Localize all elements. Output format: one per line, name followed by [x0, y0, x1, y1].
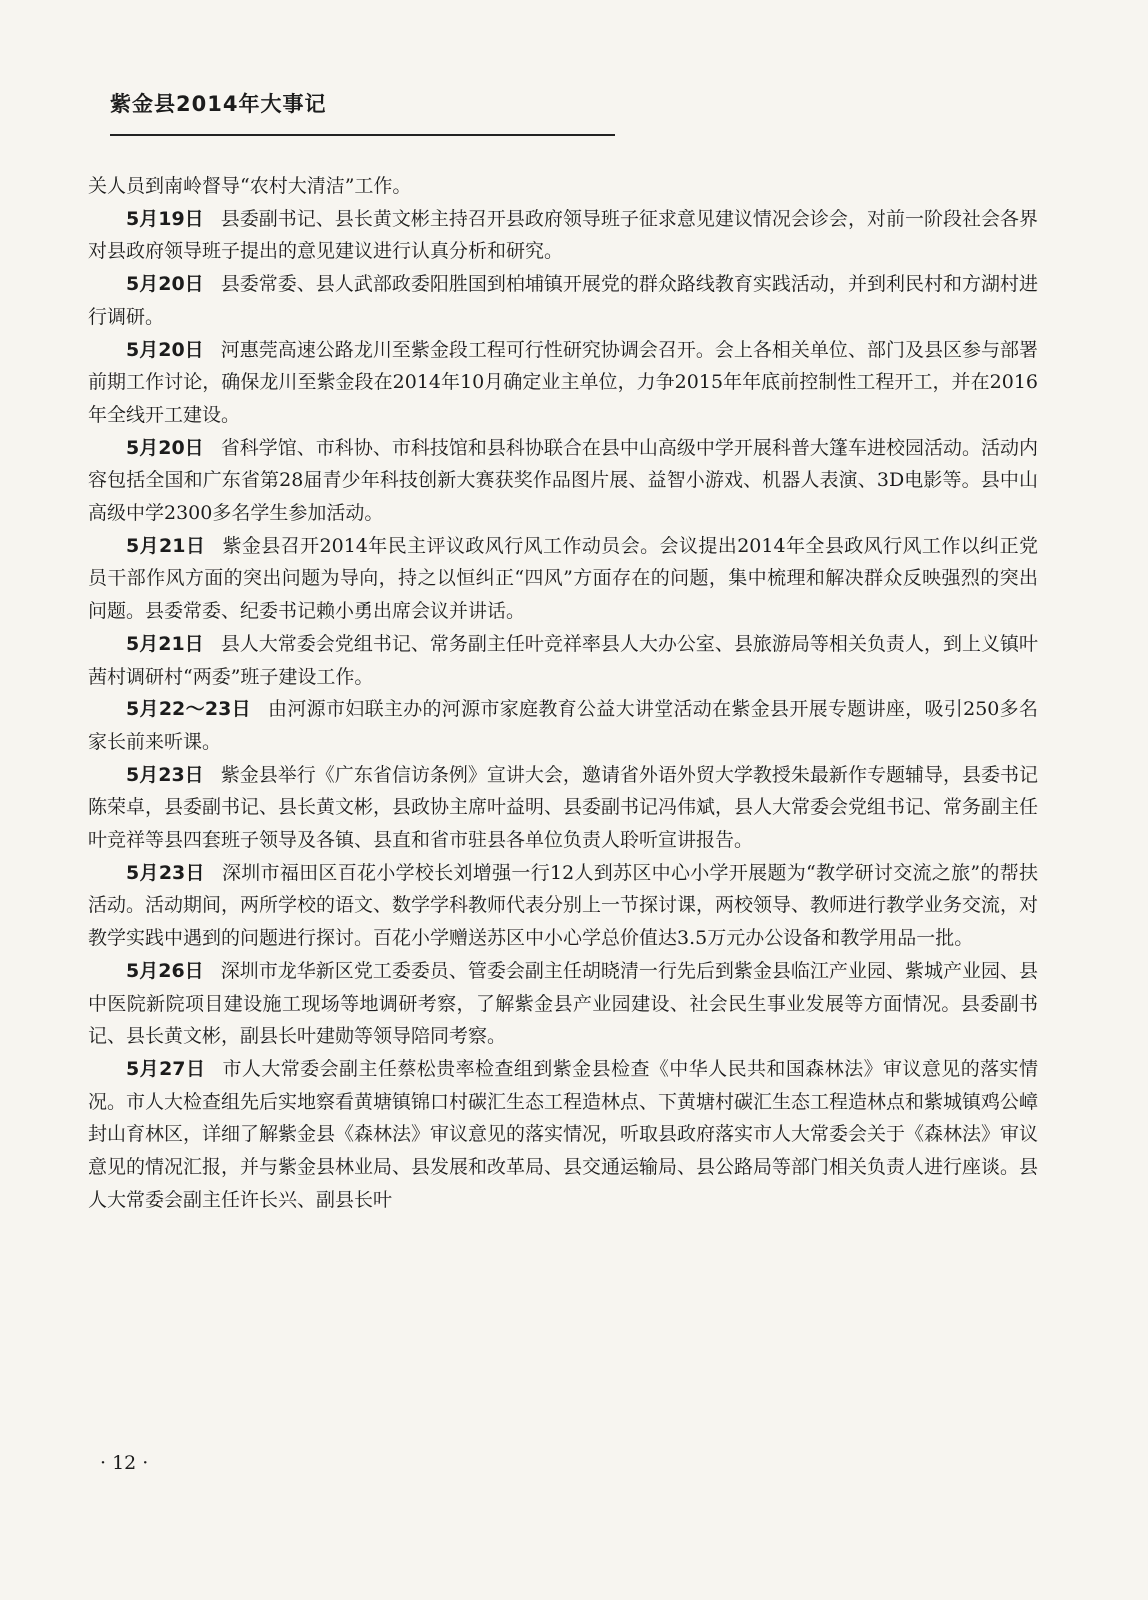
document-body	[88, 170, 1038, 1217]
entry-text: 深圳市福田区百花小学校长刘增强一行12人到苏区中心小学开展题为“教学研讨交流之旅”的帮扶活动。活动期间，两所学校的语文、数学学科教师代表分别上一节探讨课，两校领导、教师进行教学业务交流，对教学实践中遇到的问题进行探讨。百花小学赠送苏区中小心学总价值达3.5万元办公设备和教学用品一批。	[88, 861, 1039, 950]
entry-text: 深圳市龙华新区党工委委员、管委会副主任胡晓清一行先后到紫金县临江产业园、紫城产业园、县中医院新院项目建设施工现场等地调研考察，了解紫金县产业园建设、社会民生事业发展等方面情况。县委副书记、县长黄文彬，副县长叶建勋等领导陪同考察。	[88, 959, 1038, 1048]
entry-paragraph	[88, 203, 1038, 268]
entry-paragraph	[88, 759, 1038, 857]
entry-date: 5月26日	[126, 959, 204, 982]
entry-text: 省科学馆、市科协、市科技馆和县科协联合在县中山高级中学开展科普大篷车进校园活动。活动内容包括全国和广东省第28届青少年科技创新大赛获奖作品图片展、益智小游戏、机器人表演、3D电影等。县中山高级中学2300多名学生参加活动。	[88, 436, 1038, 525]
running-header-title: 紫金县2014年大事记	[110, 92, 327, 116]
entry-paragraph	[88, 628, 1038, 693]
page-number: · 12 ·	[100, 1452, 149, 1474]
entry-date: 5月20日	[126, 436, 204, 459]
entry-date: 5月21日	[126, 632, 204, 655]
continuation-paragraph: 关人员到南岭督导“农村大清洁”工作。	[88, 175, 412, 197]
header-rule	[110, 134, 615, 136]
entry-text: 县人大常委会党组书记、常务副主任叶竞祥率县人大办公室、县旅游局等相关负责人，到上义镇叶茜村调研村“两委”班子建设工作。	[88, 632, 1038, 688]
entry-date: 5月22～23日	[126, 698, 251, 721]
entry-paragraph	[88, 530, 1038, 628]
entry-date: 5月20日	[126, 273, 204, 296]
entry-date: 5月21日	[126, 534, 206, 557]
entry-paragraph	[88, 1053, 1038, 1217]
entry-text: 由河源市妇联主办的河源市家庭教育公益大讲堂活动在紫金县开展专题讲座，吸引250多名家长前来听课。	[88, 698, 1038, 753]
entry-paragraph	[88, 268, 1038, 333]
entry-text: 河惠莞高速公路龙川至紫金段工程可行性研究协调会召开。会上各相关单位、部门及县区参与部署前期工作讨论，确保龙川至紫金段在2014年10月确定业主单位，力争2015年年底前控制性工程开工，并在2016年全线开工建设。	[88, 338, 1038, 426]
entry-date: 5月20日	[126, 338, 204, 361]
entry-text: 市人大常委会副主任蔡松贵率检查组到紫金县检查《中华人民共和国森林法》审议意见的落实情况。市人大检查组先后实地察看黄塘镇锦口村碳汇生态工程造林点、下黄塘村碳汇生态工程造林点和紫城镇鸡公嶂封山育林区，详细了解紫金县《森林法》审议意见的落实情况，听取县政府落实市人大常委会关于《森林法》审议意见的情况汇报，并与紫金县林业局、县发展和改革局、县交通运输局、县公路局等部门相关负责人进行座谈。县人大常委会副主任许长兴、副县长叶	[88, 1057, 1039, 1211]
entry-date: 5月27日	[126, 1057, 206, 1080]
entry-date: 5月23日	[126, 861, 205, 884]
entry-date: 5月23日	[126, 763, 204, 786]
entry-text: 紫金县召开2014年民主评议政风行风工作动员会。会议提出2014年全县政风行风工作以纠正党员干部作风方面的突出问题为导向，持之以恒纠正“四风”方面存在的问题，集中梳理和解决群众反映强烈的突出问题。县委常委、纪委书记赖小勇出席会议并讲话。	[88, 534, 1038, 623]
entry-date: 5月19日	[126, 207, 204, 230]
entry-paragraph	[88, 955, 1038, 1053]
entry-text: 县委常委、县人武部政委阳胜国到柏埔镇开展党的群众路线教育实践活动，并到利民村和方湖村进行调研。	[88, 273, 1038, 328]
entry-paragraph	[88, 857, 1038, 955]
entry-paragraph	[88, 693, 1038, 758]
entry-paragraph	[88, 432, 1038, 530]
entry-text: 县委副书记、县长黄文彬主持召开县政府领导班子征求意见建议情况会诊会，对前一阶段社会各界对县政府领导班子提出的意见建议进行认真分析和研究。	[88, 207, 1038, 263]
entry-text: 紫金县举行《广东省信访条例》宣讲大会，邀请省外语外贸大学教授朱最新作专题辅导，县委书记陈荣卓，县委副书记、县长黄文彬，县政协主席叶益明、县委副书记冯伟斌，县人大常委会党组书记、常务副主任叶竞祥等县四套班子领导及各镇、县直和省市驻县各单位负责人聆听宣讲报告。	[88, 763, 1039, 852]
entry-paragraph	[88, 334, 1038, 432]
